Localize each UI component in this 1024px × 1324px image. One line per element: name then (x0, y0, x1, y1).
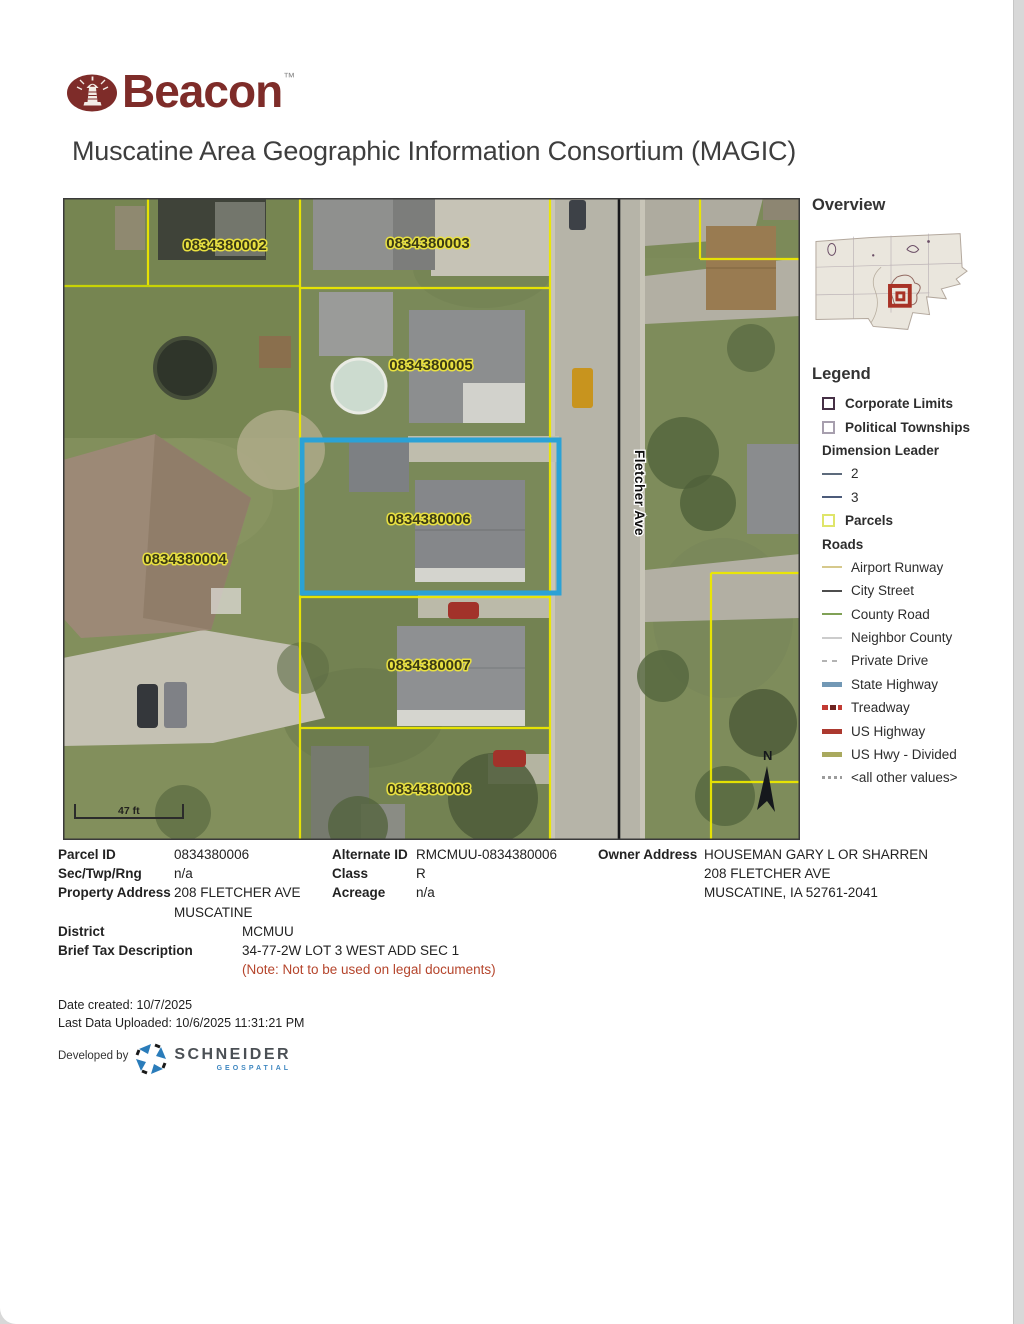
legend-label: Corporate Limits (845, 396, 954, 412)
beacon-logo-text: Beacon (122, 65, 283, 117)
detail-value: n/a (416, 885, 435, 901)
legend-group-header (812, 532, 1018, 555)
parcel-label: 0834380002 (183, 237, 267, 254)
legend-item (812, 579, 1018, 602)
overview-heading: Overview (812, 196, 886, 214)
legend-item (812, 603, 1018, 626)
street-name-label: Fletcher Ave (632, 450, 647, 537)
detail-label: Property Address (58, 885, 171, 901)
trademark-symbol: ™ (283, 70, 296, 84)
legend-swatch-line (822, 752, 842, 757)
legend-item (812, 462, 1018, 485)
legend-label: <all other values> (851, 770, 958, 786)
legend-label: 2 (851, 466, 859, 482)
scale-label: 47 ft (118, 805, 140, 817)
legend-item (812, 392, 1018, 415)
date-created: Date created: 10/7/2025 (58, 998, 193, 1012)
last-data-uploaded: Last Data Uploaded: 10/6/2025 11:31:21 PM (58, 1015, 305, 1030)
legend-label: US Highway (851, 723, 926, 739)
legend-label: Political Townships (845, 419, 971, 435)
legend-label: Treadway (851, 700, 910, 716)
legend-list (812, 392, 1018, 790)
legend-item (812, 673, 1018, 696)
detail-row (58, 941, 496, 979)
schneider-name: SCHNEIDER (174, 1045, 292, 1063)
detail-label: District (58, 924, 105, 939)
aerial-map-canvas (63, 198, 800, 840)
legend-label: Dimension Leader (822, 442, 940, 458)
detail-row (58, 883, 301, 921)
legend-label: 3 (851, 489, 859, 505)
north-label: N (763, 748, 773, 763)
detail-value: RMCMUU-0834380006 (416, 847, 558, 862)
legend-swatch-line (822, 590, 842, 592)
page-title: Muscatine Area Geographic Information Consortium (MAGIC) (72, 136, 797, 166)
legend-label: State Highway (851, 676, 939, 692)
beacon-brand (66, 65, 296, 117)
legend-swatch-line (822, 473, 842, 475)
legend-item (812, 626, 1018, 649)
legend-swatch-line (822, 682, 842, 687)
legend-label: County Road (851, 606, 930, 622)
details-column-3 (598, 845, 928, 903)
legend-item (812, 696, 1018, 719)
detail-row (58, 922, 496, 941)
legend-swatch-line (822, 566, 842, 568)
detail-row (332, 845, 557, 864)
legend-swatch-dotted (822, 776, 842, 779)
details-column-2 (332, 845, 557, 903)
legend-label: Roads (822, 536, 864, 552)
detail-value: n/a (174, 866, 193, 882)
legend-swatch-line (822, 637, 842, 639)
detail-value: 34-77-2W LOT 3 WEST ADD SEC 1 (Note: Not to be used on legal documents) (242, 941, 496, 979)
legend-label: Private Drive (851, 653, 929, 669)
developed-by-label: Developed by (58, 1050, 129, 1062)
detail-row (58, 864, 301, 883)
details-column-1 (58, 845, 301, 922)
overview-map[interactable] (812, 227, 970, 339)
detail-label: Owner Address (598, 847, 698, 862)
parcel-label: 0834380006 (387, 511, 471, 528)
report-dates (58, 997, 304, 1032)
detail-label: Acreage (332, 885, 386, 901)
legend-item (812, 766, 1018, 789)
legend-swatch-box (822, 421, 835, 434)
parcel-label: 0834380003 (386, 235, 470, 252)
legend-item (812, 719, 1018, 742)
legend-swatch-box (822, 514, 835, 527)
detail-value: 208 FLETCHER AVE MUSCATINE (174, 885, 301, 920)
schneider-logo (134, 1042, 291, 1076)
detail-row (58, 845, 301, 864)
parcel-label: 0834380004 (143, 551, 227, 568)
detail-row (332, 864, 557, 883)
schneider-pinwheel-icon (134, 1042, 168, 1076)
detail-value: MCMUU (242, 924, 294, 939)
detail-label: Parcel ID (58, 847, 116, 862)
legend-label: Neighbor County (851, 630, 953, 646)
legend-item (812, 556, 1018, 579)
legend-swatch-treadway (822, 705, 842, 710)
legend-label: US Hwy - Divided (851, 747, 957, 763)
legend-swatch-line (822, 613, 842, 615)
side-panel (812, 196, 1018, 790)
developed-by-row (58, 1042, 291, 1076)
parcel-map[interactable] (63, 198, 800, 840)
parcel-label: 0834380008 (387, 781, 471, 798)
detail-row (598, 845, 928, 903)
detail-label: Class (332, 866, 369, 882)
legend-swatch-dashed (822, 660, 842, 662)
detail-row (332, 883, 557, 902)
details-extra-rows (58, 922, 496, 980)
legend-swatch-line (822, 496, 842, 498)
legend-item (812, 415, 1018, 438)
legend-group-header (812, 439, 1018, 462)
legend-item (812, 509, 1018, 532)
legend-item (812, 649, 1018, 672)
legend-swatch-box (822, 397, 835, 410)
legal-note: (Note: Not to be used on legal documents) (242, 962, 496, 978)
legend-item (812, 743, 1018, 766)
legend-label: Parcels (845, 513, 894, 529)
legend-item (812, 486, 1018, 509)
parcel-label: 0834380005 (389, 357, 473, 374)
legend-label: City Street (851, 583, 915, 599)
detail-value: HOUSEMAN GARY L OR SHARREN 208 FLETCHER AVE MUSCATINE, IA 52761-2041 (704, 847, 929, 901)
legend-heading: Legend (812, 365, 871, 383)
schneider-geospatial: GEOSPATIAL (216, 1064, 292, 1072)
parcel-label: 0834380007 (387, 657, 471, 674)
beacon-logo-icon (66, 70, 120, 114)
detail-value: R (416, 866, 426, 882)
detail-label: Sec/Twp/Rng (58, 866, 142, 882)
legend-swatch-line (822, 729, 842, 734)
detail-label: Brief Tax Description (58, 943, 193, 959)
legend-label: Airport Runway (851, 559, 944, 575)
detail-label: Alternate ID (332, 847, 408, 862)
detail-value: 0834380006 (174, 847, 250, 862)
